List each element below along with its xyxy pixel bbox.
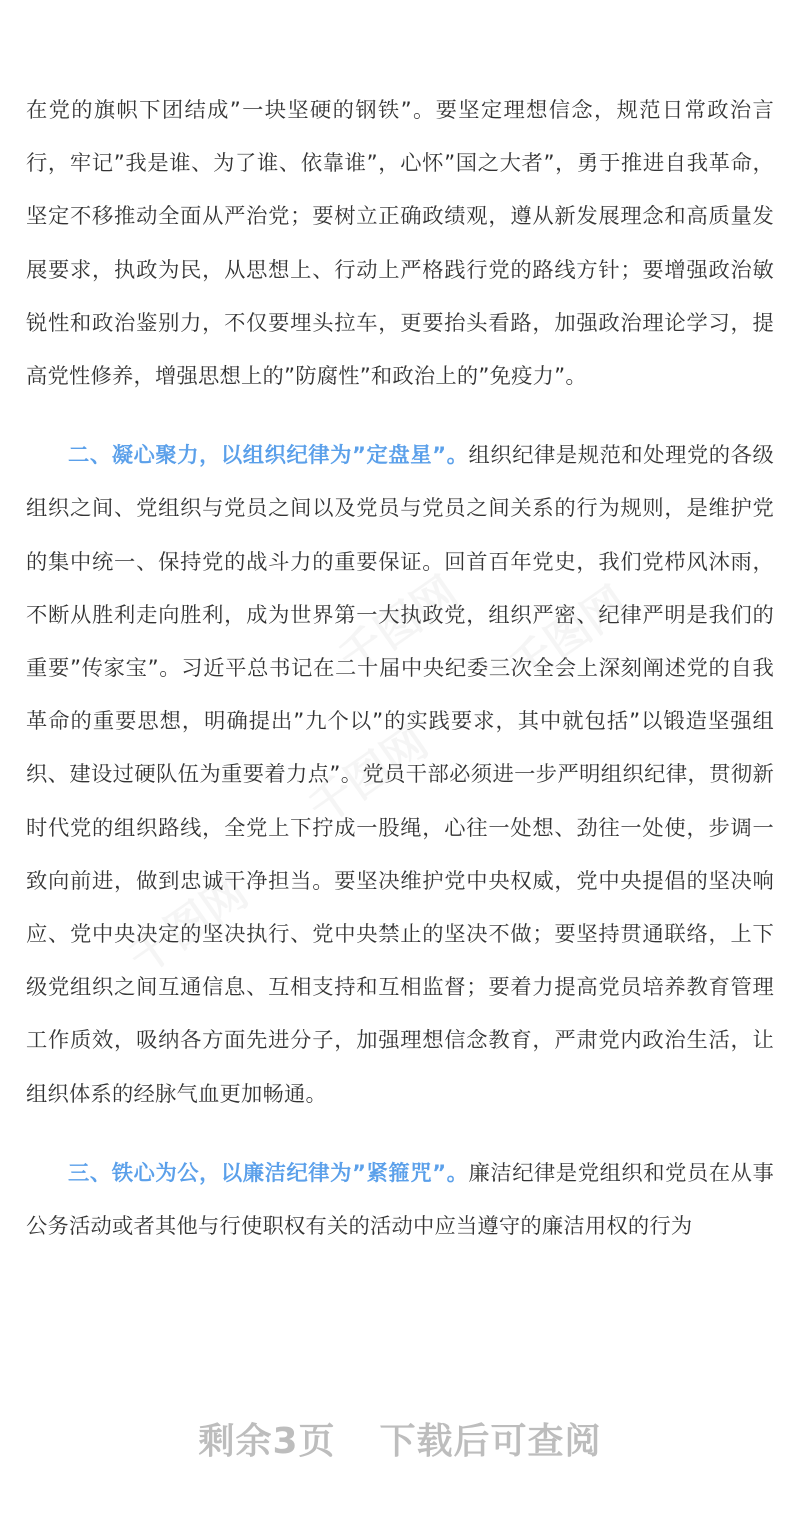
paragraph-2-text: 组织纪律是规范和处理党的各级组织之间、党组织与党员之间以及党员与党员之间关系的行为规则，是维护党的集中统一、保持党的战斗力的重要保证。回首百年党史，我们党栉风沐雨，不断从胜利走向胜利，成为世界第一大执政党，组织严密、纪律严明是我们的重要”传家宝”。习近平总书记在二十届中央纪委三次全会上深刻阐述党的自我革命的重要思想，明确提出”九个以”的实践要求，其中就包括”以锻造坚强组织、建设过硬队伍为重要着力点”。党员干部必须进一步严明组织纪律，贯彻新时代党的组织路线，全党上下拧成一股绳，心往一处想、劲往一处使，步调一致向前进，做到忠诚干净担当。要坚决维护党中央权威，党中央提倡的坚决响应、党中央决定的坚决执行、党中央禁止的坚决不做；要坚持贯通联络，上下级党组织之间互通信息、互相支持和互相监督；要着力提高党员培养教育管理工作质效，吸纳各方面先进分子，加强理想信念教育，严肃党内政治生活，让组织体系的经脉气血更加畅通。	[26, 443, 775, 1107]
paragraph-2	[26, 429, 774, 1121]
paragraph-1	[26, 84, 774, 403]
paragraph-1-text: 在党的旗帜下团结成”一块坚硬的钢铁”。要坚定理想信念，规范日常政治言行，牢记”我是谁、为了谁、依靠谁”，心怀”国之大者”，勇于推进自我革命，坚定不移推动全面从严治党；要树立正确政绩观，遵从新发展理念和高质量发展要求，执政为民，从思想上、行动上严格践行党的路线方针；要增强政治敏锐性和政治鉴别力，不仅要埋头拉车，更要抬头看路，加强政治理论学习，提高党性修养，增强思想上的”防腐性”和政治上的”免疫力”。	[26, 98, 774, 390]
section-heading-2: 二、凝心聚力，以组织纪律为”定盘星”。	[68, 443, 469, 469]
watermark: 千图网	[329, 566, 468, 685]
watermark: 千图网	[299, 716, 438, 835]
section-heading-3: 三、铁心为公，以廉洁纪律为”紧箍咒”。	[68, 1160, 469, 1186]
paragraph-3-text: 廉洁纪律是党组织和党员在从事公务活动或者其他与行使职权有关的活动中应当遵守的廉洁用权的行为	[26, 1160, 775, 1240]
remaining-pages-label: 剩余3页	[198, 1421, 336, 1462]
paragraph-3	[26, 1147, 774, 1253]
download-prompt[interactable]	[0, 1412, 800, 1472]
download-to-view-label: 下载后可查阅	[379, 1421, 602, 1462]
article-body	[26, 84, 774, 1253]
watermark: 千图网	[499, 576, 638, 695]
watermark: 千图网	[119, 866, 258, 985]
